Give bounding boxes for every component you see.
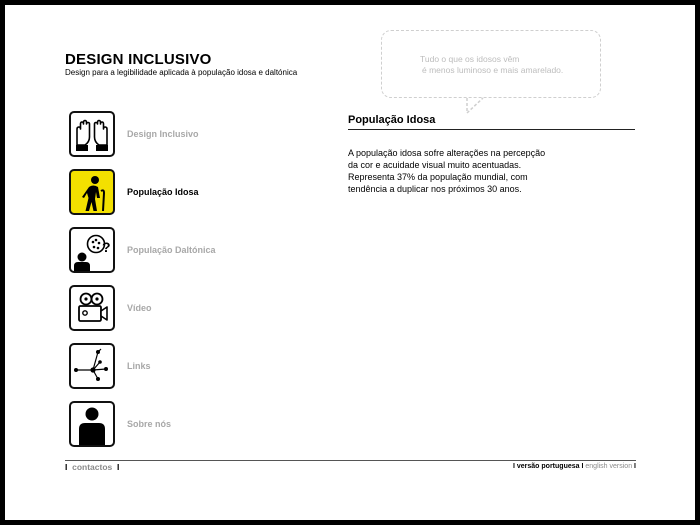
- page: [5, 5, 695, 520]
- lang-english-link[interactable]: english version: [585, 463, 633, 470]
- nav-item-links[interactable]: [69, 343, 269, 391]
- colorblind-person-icon: [69, 227, 115, 273]
- separator: I: [117, 462, 120, 472]
- site-title: DESIGN INCLUSIVO: [65, 51, 212, 68]
- speech-bubble-tail: [465, 97, 485, 115]
- nav-item-video[interactable]: [69, 285, 269, 333]
- hands-icon: [69, 111, 115, 157]
- nav-item-populacao-daltonica[interactable]: [69, 227, 269, 275]
- content-body: [348, 147, 563, 195]
- contacts-link[interactable]: contactos: [72, 462, 113, 472]
- site-subtitle: Design para a legibilidade aplicada à população idosa e daltónica: [65, 68, 298, 77]
- content-divider: [348, 129, 635, 130]
- bubble-line-2: é menos luminoso e mais amarelado.: [422, 65, 564, 75]
- bubble-text: [420, 54, 563, 76]
- bubble-line-1: Tudo o que os idosos vêm: [420, 54, 520, 64]
- elderly-person-icon: [69, 169, 115, 215]
- links-network-icon: [69, 343, 115, 389]
- nav-label: Design Inclusivo: [127, 129, 199, 139]
- separator: I: [634, 463, 636, 470]
- nav-item-design-inclusivo[interactable]: [69, 111, 269, 159]
- separator: I: [512, 463, 515, 470]
- person-icon: [69, 401, 115, 447]
- separator: I: [581, 463, 584, 470]
- nav-item-populacao-idosa[interactable]: [69, 169, 269, 217]
- footer-contacts: [65, 462, 119, 472]
- nav-label: População Daltónica: [127, 245, 216, 255]
- nav-label: Vídeo: [127, 303, 152, 313]
- svg-text:?: ?: [102, 239, 111, 255]
- nav-label: Links: [127, 361, 151, 371]
- nav-label: Sobre nós: [127, 419, 172, 429]
- language-switcher: [513, 463, 636, 470]
- video-camera-icon: [69, 285, 115, 331]
- separator: I: [65, 462, 68, 472]
- nav-label: População Idosa: [127, 187, 199, 197]
- content-line-4: tendência a duplicar nos próximos 30 anos.: [348, 184, 522, 194]
- speech-bubble: [381, 30, 601, 98]
- content-title: População Idosa: [348, 114, 436, 126]
- lang-portuguese-link[interactable]: versão portuguesa: [516, 463, 580, 470]
- footer-divider: [65, 460, 636, 461]
- content-line-3: Representa 37% da população mundial, com: [348, 172, 528, 182]
- content-line-2: da cor e acuidade visual muito acentuadas.: [348, 160, 522, 170]
- content-line-1: A população idosa sofre alterações na percepção: [348, 148, 546, 158]
- nav-item-sobre-nos[interactable]: [69, 401, 269, 449]
